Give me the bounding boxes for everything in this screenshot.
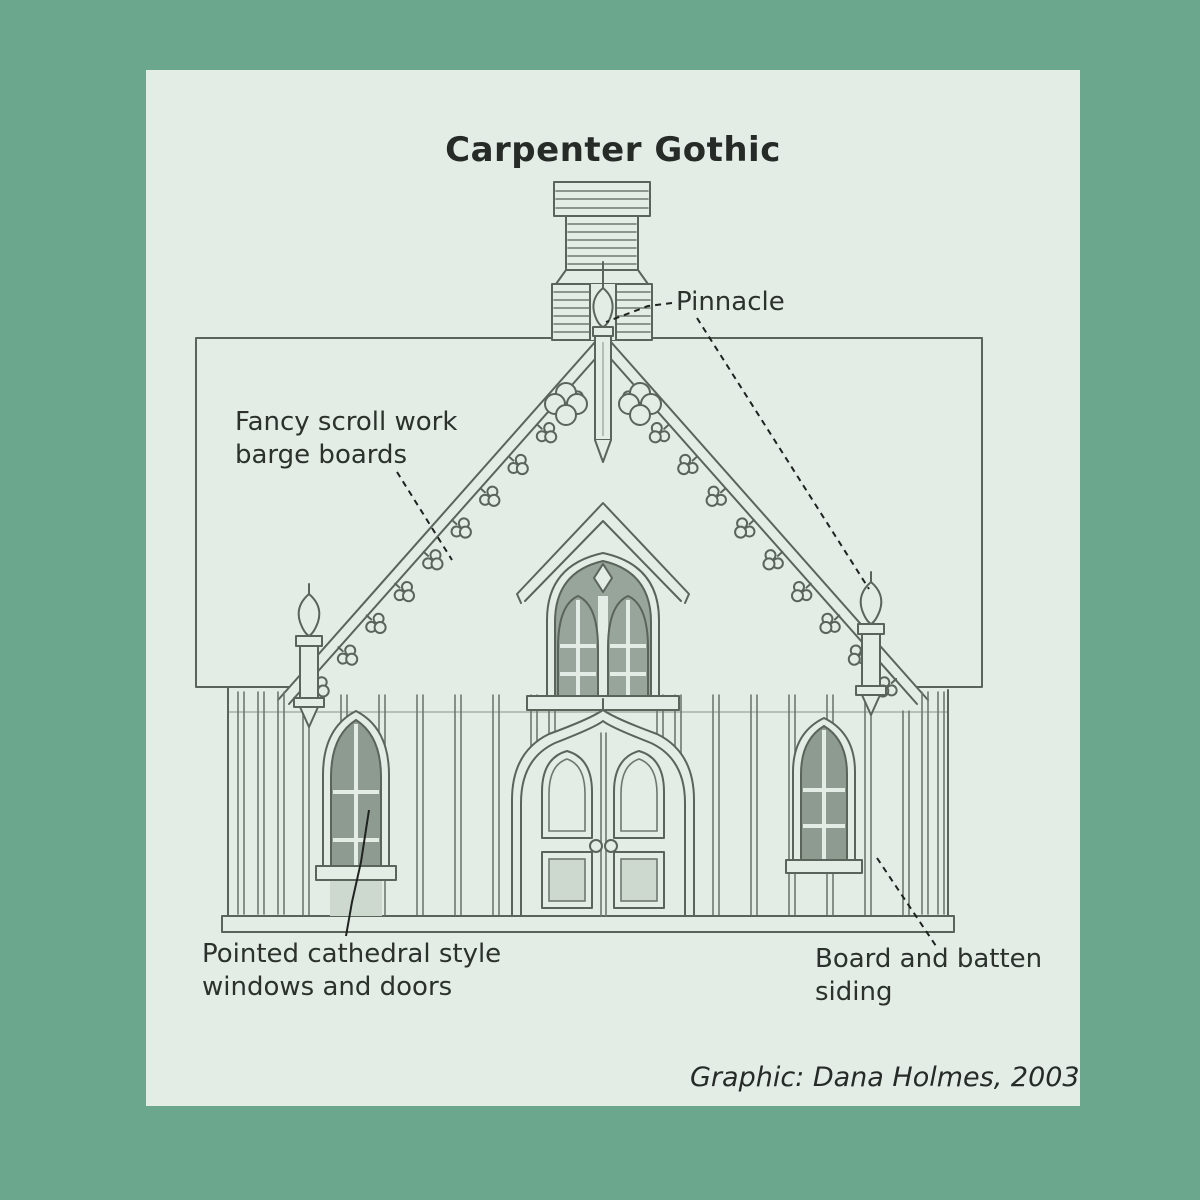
label-windows bbox=[202, 938, 501, 1004]
base-plinth bbox=[222, 916, 954, 932]
diagram-title: Carpenter Gothic bbox=[445, 130, 781, 170]
label-bargeboards-line2: barge boards bbox=[235, 440, 408, 470]
label-pinnacle-text: Pinnacle bbox=[676, 287, 785, 317]
label-siding-line1: Board and batten bbox=[815, 944, 1043, 974]
label-siding-line2: siding bbox=[815, 977, 893, 1007]
label-bargeboards bbox=[235, 406, 457, 472]
label-windows-line2: windows and doors bbox=[202, 972, 453, 1002]
credit-caption: Graphic: Dana Holmes, 2003 bbox=[690, 1062, 1080, 1093]
label-windows-line1: Pointed cathedral style bbox=[202, 939, 502, 969]
label-pinnacle bbox=[676, 286, 785, 319]
double-doors bbox=[512, 699, 694, 916]
right-window bbox=[786, 718, 862, 873]
label-bargeboards-line1: Fancy scroll work bbox=[235, 407, 458, 437]
label-siding bbox=[815, 943, 1042, 1009]
